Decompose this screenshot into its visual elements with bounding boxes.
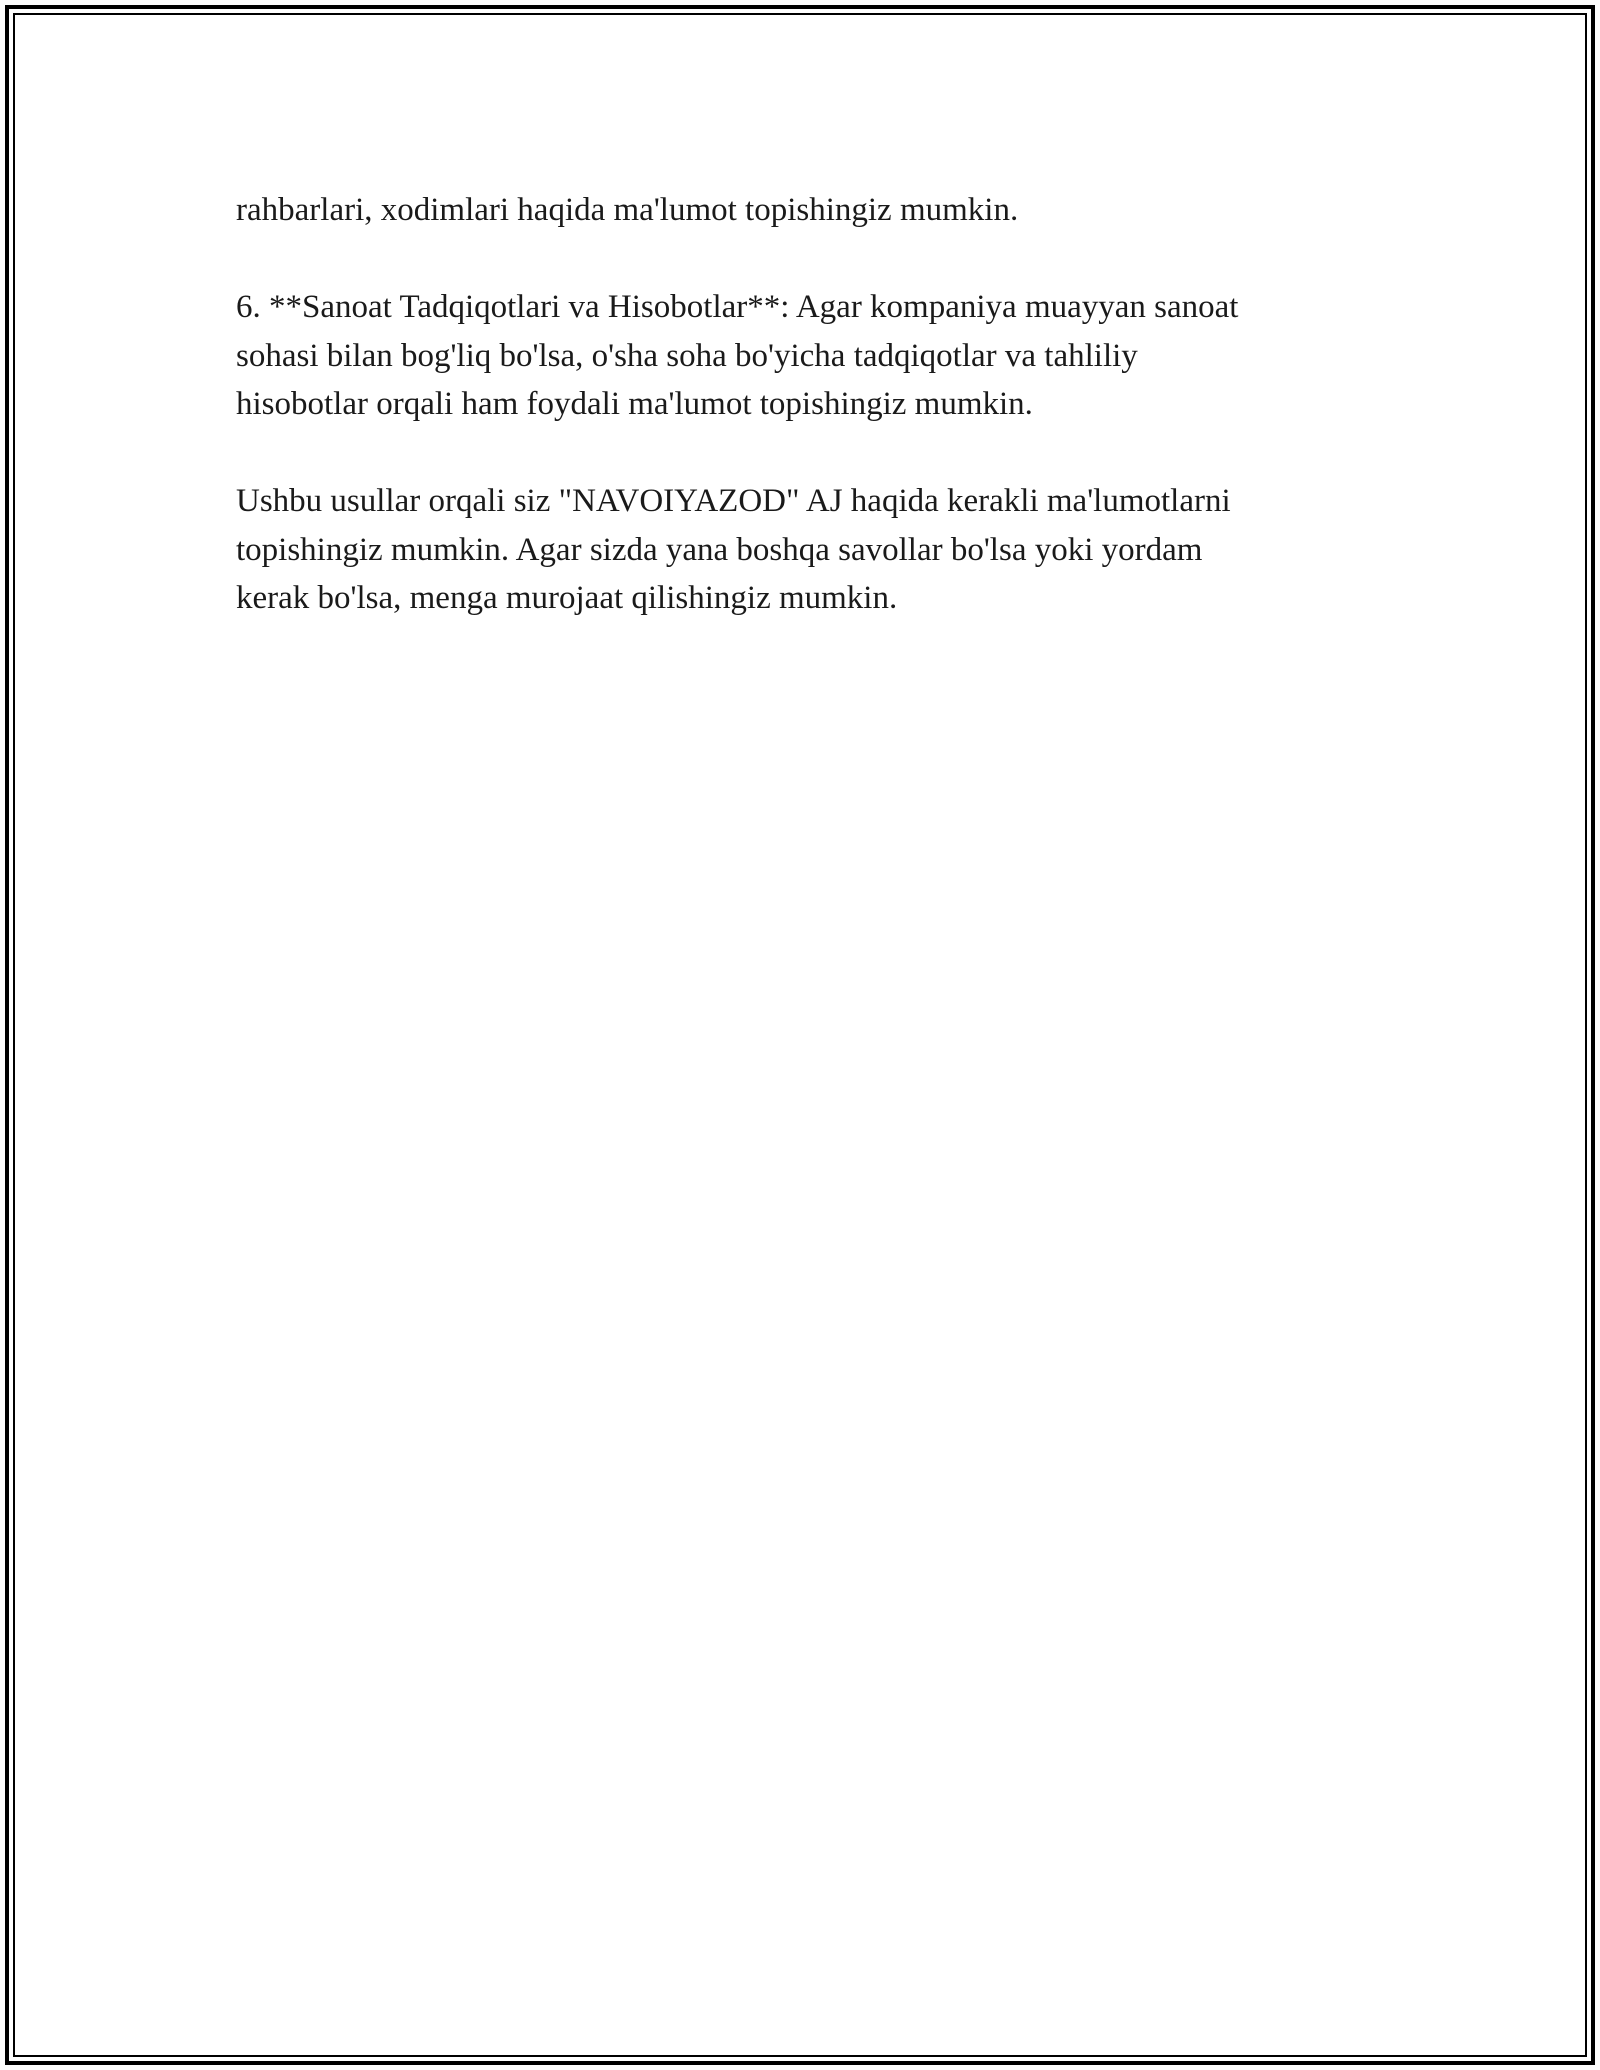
text-line: 6. **Sanoat Tadqiqotlari va Hisobotlar**: Agar kompaniya muayyan sanoat — [236, 289, 1239, 325]
text-line: Ushbu usullar orqali siz "NAVOIYAZOD" AJ haqida kerakli ma'lumotlarni — [236, 483, 1231, 519]
paragraph-item-6 — [236, 283, 1376, 429]
paragraph-continuation — [236, 186, 1376, 235]
document-body — [236, 186, 1376, 671]
text-line: sohasi bilan bog'liq bo'lsa, o'sha soha bo'yicha tadqiqotlar va tahliliy — [236, 337, 1138, 374]
text-line: topishingiz mumkin. Agar sizda yana boshqa savollar bo'lsa yoki yordam — [236, 531, 1203, 568]
text-line: hisobotlar orqali ham foydali ma'lumot topishingiz mumkin. — [236, 386, 1033, 422]
text-line: kerak bo'lsa, menga murojaat qilishingiz mumkin. — [236, 580, 898, 616]
paragraph-conclusion — [236, 477, 1376, 623]
text-line: rahbarlari, xodimlari haqida ma'lumot topishingiz mumkin. — [236, 192, 1019, 228]
